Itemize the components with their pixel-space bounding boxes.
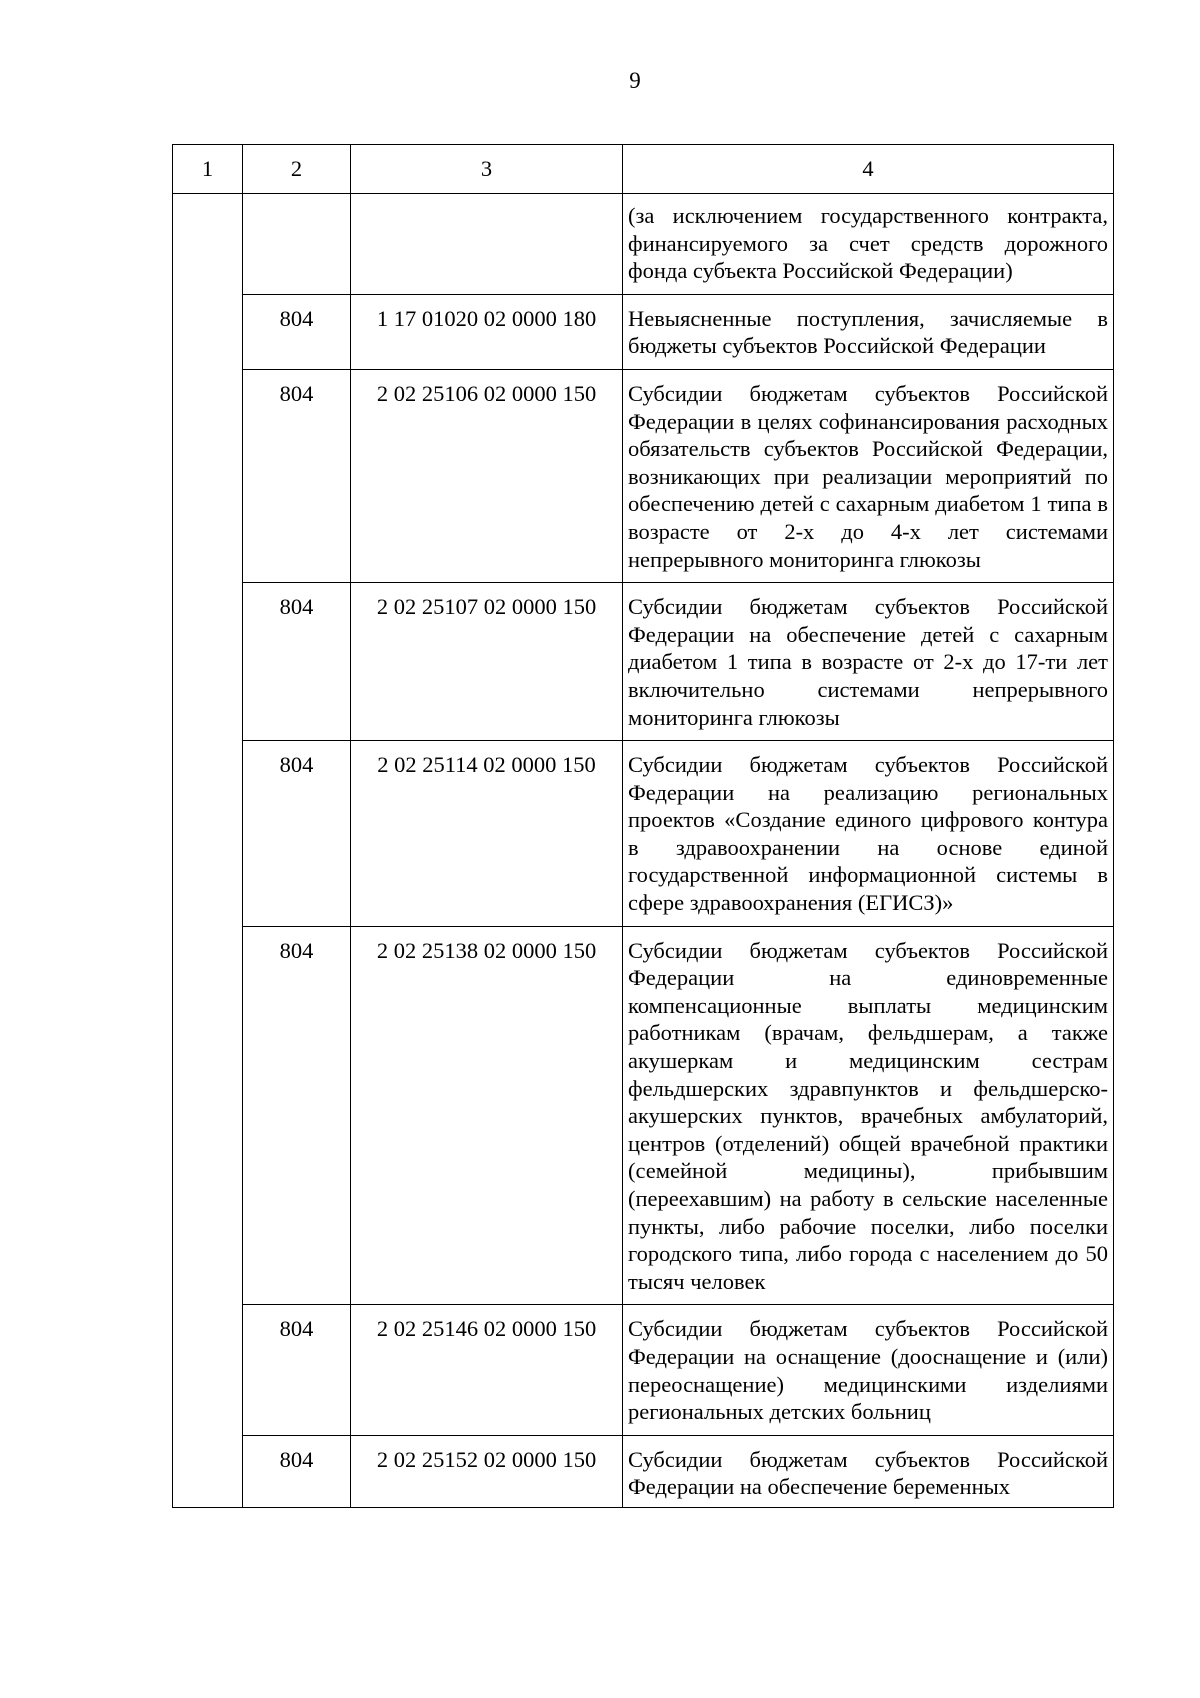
admin-code-cell [243,194,351,295]
table-header-row [173,145,1114,194]
header-col-2: 2 [243,145,351,194]
revenue-name-cell: Субсидии бюджетам субъектов Российской Федерации на оснащение (дооснащение и (или) переоснащение) медицинскими изделиями региональных детских больниц [623,1305,1114,1435]
header-col-4: 4 [623,145,1114,194]
revenue-codes-table [172,144,1114,1508]
admin-code-cell: 804 [243,1435,351,1507]
revenue-name-cell: Субсидии бюджетам субъектов Российской Федерации на обеспечение беременных [623,1435,1114,1507]
revenue-name-cell: Невыясненные поступления, зачисляемые в бюджеты субъектов Российской Федерации [623,294,1114,369]
admin-code-cell: 804 [243,926,351,1305]
revenue-name-cell: Субсидии бюджетам субъектов Российской Федерации на обеспечение детей с сахарным диабетом 1 типа в возрасте от 2-х до 17-ти лет включительно системами непрерывного мониторинга глюкозы [623,583,1114,741]
revenue-code-cell: 2 02 25146 02 0000 150 [351,1305,623,1435]
table-row [173,926,1114,1305]
admin-code-cell: 804 [243,294,351,369]
admin-code-cell: 804 [243,741,351,927]
row-number-cell [173,194,243,1508]
header-col-3: 3 [351,145,623,194]
revenue-name-cell: Субсидии бюджетам субъектов Российской Федерации на реализацию региональных проектов «Создание единого цифрового контура в здравоохранении на основе единой государственной информационной системы в сфере здравоохранения (ЕГИСЗ)» [623,741,1114,927]
revenue-code-cell: 2 02 25152 02 0000 150 [351,1435,623,1507]
revenue-name-cell: (за исключением государственного контракта, финансируемого за счет средств дорожного фонда субъекта Российской Федерации) [623,194,1114,295]
table-row [173,741,1114,927]
header-col-1: 1 [173,145,243,194]
table-row [173,294,1114,369]
table-row [173,1305,1114,1435]
revenue-code-cell: 2 02 25106 02 0000 150 [351,369,623,582]
admin-code-cell: 804 [243,583,351,741]
revenue-name-cell: Субсидии бюджетам субъектов Российской Федерации на единовременные компенсационные выплаты медицинским работникам (врачам, фельдшерам, а также акушеркам и медицинским сестрам фельдшерских здравпунктов и фельдшерско-акушерских пунктов, врачебных амбулаторий, центров (отделений) общей врачебной практики (семейной медицины), прибывшим (переехавшим) на работу в сельские населенные пункты, либо рабочие поселки, либо поселки городского типа, либо города с населением до 50 тысяч человек [623,926,1114,1305]
page-number: 9 [629,68,641,93]
revenue-code-cell: 2 02 25114 02 0000 150 [351,741,623,927]
revenue-name-cell: Субсидии бюджетам субъектов Российской Федерации в целях софинансирования расходных обязательств субъектов Российской Федерации, возникающих при реализации мероприятий по обеспечению детей с сахарным диабетом 1 типа в возрасте от 2-х до 4-х лет системами непрерывного мониторинга глюкозы [623,369,1114,582]
revenue-code-cell [351,194,623,295]
revenue-code-cell: 2 02 25107 02 0000 150 [351,583,623,741]
revenue-code-cell: 1 17 01020 02 0000 180 [351,294,623,369]
table-row [173,369,1114,582]
table-row [173,583,1114,741]
table-row [173,1435,1114,1507]
admin-code-cell: 804 [243,369,351,582]
admin-code-cell: 804 [243,1305,351,1435]
table-row [173,194,1114,295]
revenue-code-cell: 2 02 25138 02 0000 150 [351,926,623,1305]
